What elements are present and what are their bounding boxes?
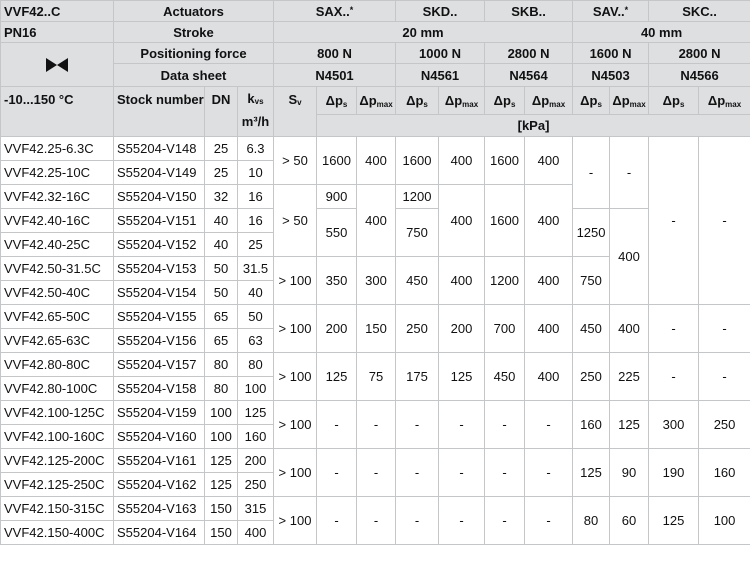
actuator-sax: SAX..*	[274, 1, 396, 22]
temp-range-header: -10...150 °C	[1, 87, 114, 137]
dpmax-cell: -	[699, 353, 750, 401]
dps-cell: -	[396, 401, 439, 449]
dpmax-cell: 75	[357, 353, 396, 401]
dpmax-cell: -	[439, 497, 485, 545]
dps-cell: 1600	[485, 137, 525, 185]
table-row-stock: S55204-V152	[114, 233, 205, 257]
table-row-type: VVF42.80-80C	[1, 353, 114, 377]
table-row-dn: 50	[205, 257, 238, 281]
table-row-type: VVF42.40-16C	[1, 209, 114, 233]
dps-sax-header: Δps	[317, 87, 357, 115]
dpmax-cell: -	[357, 401, 396, 449]
dps-cell: 750	[573, 257, 610, 305]
force-sax: 800 N	[274, 43, 396, 64]
stroke-label: Stroke	[114, 22, 274, 43]
dpmax-skc-header: Δpmax	[699, 87, 750, 115]
dps-cell: -	[649, 353, 699, 401]
dpmax-cell: -	[610, 137, 649, 209]
table-row-kvs: 16	[238, 185, 274, 209]
table-row-dn: 25	[205, 161, 238, 185]
table-row-type: VVF42.50-31.5C	[1, 257, 114, 281]
table-row-dn: 150	[205, 497, 238, 521]
dps-cell: -	[649, 137, 699, 305]
dpmax-cell: 300	[357, 257, 396, 305]
dps-cell: 900	[317, 185, 357, 209]
table-row-type: VVF42.25-6.3C	[1, 137, 114, 161]
dps-skb-header: Δps	[485, 87, 525, 115]
dps-cell: 125	[573, 449, 610, 497]
table-row-kvs: 100	[238, 377, 274, 401]
force-skb: 2800 N	[485, 43, 573, 64]
dps-cell: 125	[317, 353, 357, 401]
dpmax-cell: 400	[439, 257, 485, 305]
dps-skd-header: Δps	[396, 87, 439, 115]
sv-cell: > 50	[274, 137, 317, 185]
datasheet-sax: N4501	[274, 64, 396, 87]
dpmax-cell: 200	[439, 305, 485, 353]
dps-cell: -	[317, 401, 357, 449]
table-row-stock: S55204-V164	[114, 521, 205, 545]
dps-cell: 250	[573, 353, 610, 401]
table-row-dn: 40	[205, 209, 238, 233]
dps-cell: 1250	[573, 209, 610, 257]
sv-cell: > 100	[274, 449, 317, 497]
sv-header: Sv	[274, 87, 317, 137]
dpmax-sav-header: Δpmax	[610, 87, 649, 115]
table-row-kvs: 160	[238, 425, 274, 449]
dps-cell: 190	[649, 449, 699, 497]
dpmax-cell: 400	[525, 137, 573, 185]
dpmax-cell: 125	[439, 353, 485, 401]
table-row-type: VVF42.32-16C	[1, 185, 114, 209]
table-row-kvs: 200	[238, 449, 274, 473]
dps-cell: -	[649, 305, 699, 353]
dps-cell: 750	[396, 209, 439, 257]
dpmax-cell: 400	[439, 185, 485, 257]
dpmax-cell: 225	[610, 353, 649, 401]
table-row-type: VVF42.100-125C	[1, 401, 114, 425]
table-row-kvs: 80	[238, 353, 274, 377]
sv-cell: > 100	[274, 257, 317, 305]
sv-cell: > 100	[274, 401, 317, 449]
dpmax-cell: 100	[699, 497, 750, 545]
table-row-stock: S55204-V154	[114, 281, 205, 305]
table-row-kvs: 10	[238, 161, 274, 185]
table-row-kvs: 6.3	[238, 137, 274, 161]
dps-cell: 450	[396, 257, 439, 305]
model-label: VVF42..C	[1, 1, 114, 22]
sv-cell: > 50	[274, 185, 317, 257]
table-row-stock: S55204-V162	[114, 473, 205, 497]
dpmax-cell: -	[699, 305, 750, 353]
dpmax-cell: 90	[610, 449, 649, 497]
dps-cell: 80	[573, 497, 610, 545]
dps-cell: 160	[573, 401, 610, 449]
table-row-dn: 80	[205, 353, 238, 377]
dps-cell: -	[317, 449, 357, 497]
table-row-dn: 80	[205, 377, 238, 401]
dps-cell: 200	[317, 305, 357, 353]
dpmax-cell: 400	[439, 137, 485, 185]
table-row-dn: 50	[205, 281, 238, 305]
table-row-stock: S55204-V153	[114, 257, 205, 281]
dps-cell: -	[317, 497, 357, 545]
sv-cell: > 100	[274, 353, 317, 401]
table-row-type: VVF42.65-50C	[1, 305, 114, 329]
table-row-stock: S55204-V161	[114, 449, 205, 473]
table-row-type: VVF42.150-315C	[1, 497, 114, 521]
table-row-dn: 150	[205, 521, 238, 545]
dpmax-skb-header: Δpmax	[525, 87, 573, 115]
datasheet-sav: N4503	[573, 64, 649, 87]
table-row-dn: 40	[205, 233, 238, 257]
dpmax-cell: 60	[610, 497, 649, 545]
table-row-dn: 25	[205, 137, 238, 161]
table-row-kvs: 31.5	[238, 257, 274, 281]
dpmax-cell: -	[525, 497, 573, 545]
actuator-sav: SAV..*	[573, 1, 649, 22]
table-row-stock: S55204-V155	[114, 305, 205, 329]
dps-cell: 1200	[396, 185, 439, 209]
stroke-20mm: 20 mm	[274, 22, 573, 43]
pressure-unit: [kPa]	[317, 115, 750, 137]
table-row-kvs: 400	[238, 521, 274, 545]
dpmax-cell: 160	[699, 449, 750, 497]
dpmax-skd-header: Δpmax	[439, 87, 485, 115]
dn-header: DN	[205, 87, 238, 137]
datasheet-skd: N4561	[396, 64, 485, 87]
dpmax-cell: 125	[610, 401, 649, 449]
sv-cell: > 100	[274, 497, 317, 545]
table-row-dn: 65	[205, 329, 238, 353]
dps-cell: 125	[649, 497, 699, 545]
dpmax-cell: -	[357, 497, 396, 545]
table-row-stock: S55204-V158	[114, 377, 205, 401]
table-row-stock: S55204-V149	[114, 161, 205, 185]
stroke-40mm: 40 mm	[573, 22, 750, 43]
table-row-type: VVF42.65-63C	[1, 329, 114, 353]
dps-cell: 300	[649, 401, 699, 449]
dps-cell: 450	[485, 353, 525, 401]
table-row-kvs: 50	[238, 305, 274, 329]
dps-cell: 1600	[317, 137, 357, 185]
dpmax-cell: -	[357, 449, 396, 497]
table-row-type: VVF42.50-40C	[1, 281, 114, 305]
table-row-stock: S55204-V160	[114, 425, 205, 449]
actuator-skd: SKD..	[396, 1, 485, 22]
dpmax-sax-header: Δpmax	[357, 87, 396, 115]
sv-cell: > 100	[274, 305, 317, 353]
table-row-dn: 125	[205, 449, 238, 473]
table-row-stock: S55204-V159	[114, 401, 205, 425]
table-row-dn: 125	[205, 473, 238, 497]
valve-bowtie-icon	[44, 57, 70, 73]
table-row-stock: S55204-V163	[114, 497, 205, 521]
dps-cell: 175	[396, 353, 439, 401]
actuator-skc: SKC..	[649, 1, 750, 22]
dps-cell: 1200	[485, 257, 525, 305]
table-row-kvs: 63	[238, 329, 274, 353]
datasheet-skc: N4566	[649, 64, 750, 87]
dps-cell: -	[573, 137, 610, 209]
table-row-type: VVF42.40-25C	[1, 233, 114, 257]
table-row-type: VVF42.80-100C	[1, 377, 114, 401]
table-row-stock: S55204-V150	[114, 185, 205, 209]
dps-cell: -	[396, 449, 439, 497]
dps-cell: -	[396, 497, 439, 545]
dpmax-cell: 400	[610, 305, 649, 353]
dpmax-cell: 400	[357, 185, 396, 257]
force-label: Positioning force	[114, 43, 274, 64]
dps-cell: 1600	[396, 137, 439, 185]
table-row-stock: S55204-V157	[114, 353, 205, 377]
force-skd: 1000 N	[396, 43, 485, 64]
pressure-label: PN16	[1, 22, 114, 43]
dps-cell: 350	[317, 257, 357, 305]
table-row-type: VVF42.150-400C	[1, 521, 114, 545]
table-row-type: VVF42.125-200C	[1, 449, 114, 473]
table-row-kvs: 25	[238, 233, 274, 257]
dps-cell: 550	[317, 209, 357, 257]
dps-cell: -	[485, 449, 525, 497]
valve-symbol	[1, 43, 114, 87]
kvs-header: kvs m³/h	[238, 87, 274, 137]
table-row-stock: S55204-V156	[114, 329, 205, 353]
dps-cell: 700	[485, 305, 525, 353]
table-row-kvs: 250	[238, 473, 274, 497]
dpmax-cell: 400	[525, 353, 573, 401]
table-row-stock: S55204-V151	[114, 209, 205, 233]
table-row-type: VVF42.125-250C	[1, 473, 114, 497]
stock-number-header: Stock number	[114, 87, 205, 137]
actuator-skb: SKB..	[485, 1, 573, 22]
table-row-stock: S55204-V148	[114, 137, 205, 161]
force-skc: 2800 N	[649, 43, 750, 64]
table-row-dn: 100	[205, 401, 238, 425]
table-row-type: VVF42.25-10C	[1, 161, 114, 185]
dpmax-cell: 400	[525, 185, 573, 257]
table-row-kvs: 315	[238, 497, 274, 521]
table-row-dn: 32	[205, 185, 238, 209]
datasheet-skb: N4564	[485, 64, 573, 87]
table-row-kvs: 125	[238, 401, 274, 425]
table-row-kvs: 16	[238, 209, 274, 233]
dpmax-cell: 400	[610, 209, 649, 305]
dps-cell: 1600	[485, 185, 525, 257]
dps-cell: -	[485, 497, 525, 545]
dpmax-cell: -	[699, 137, 750, 305]
table-row-dn: 65	[205, 305, 238, 329]
actuators-label: Actuators	[114, 1, 274, 22]
dps-skc-header: Δps	[649, 87, 699, 115]
table-row-kvs: 40	[238, 281, 274, 305]
table-row-type: VVF42.100-160C	[1, 425, 114, 449]
force-sav: 1600 N	[573, 43, 649, 64]
datasheet-label: Data sheet	[114, 64, 274, 87]
dpmax-cell: 250	[699, 401, 750, 449]
dpmax-cell: -	[439, 449, 485, 497]
dpmax-cell: -	[439, 401, 485, 449]
dpmax-cell: 400	[525, 305, 573, 353]
dpmax-cell: -	[525, 401, 573, 449]
dpmax-cell: 400	[357, 137, 396, 185]
dps-sav-header: Δps	[573, 87, 610, 115]
dps-cell: 450	[573, 305, 610, 353]
dpmax-cell: 400	[525, 257, 573, 305]
dpmax-cell: -	[525, 449, 573, 497]
dps-cell: -	[485, 401, 525, 449]
table-row-dn: 100	[205, 425, 238, 449]
dps-cell: 250	[396, 305, 439, 353]
dpmax-cell: 150	[357, 305, 396, 353]
